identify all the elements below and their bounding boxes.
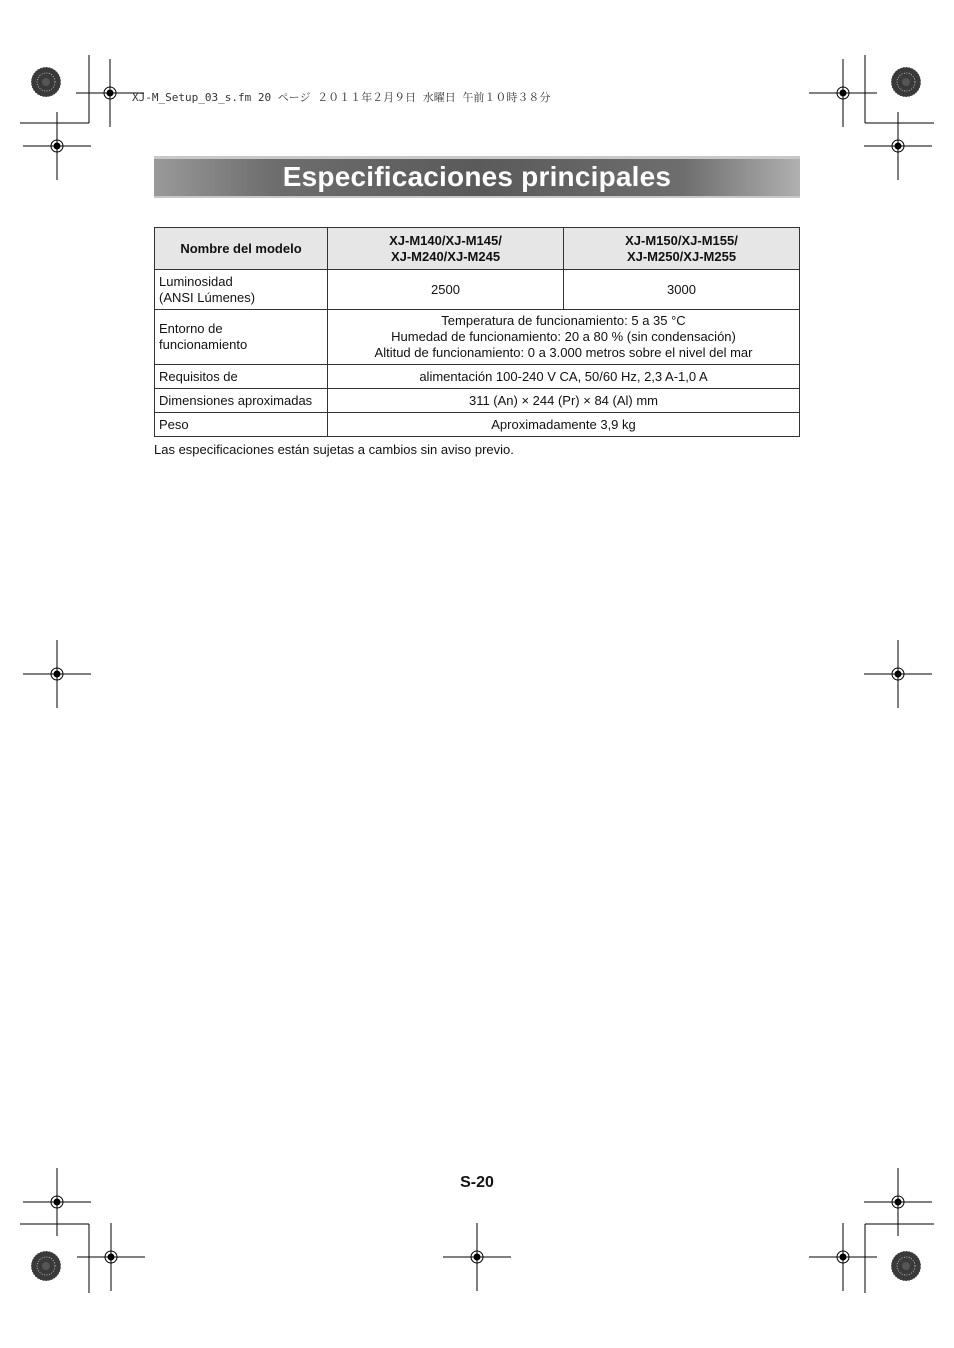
registration-target-icon (77, 1223, 145, 1291)
row-label-luminosity: Luminosidad (ANSI Lúmenes) (155, 270, 328, 310)
specifications-table (154, 227, 800, 437)
row-label-dimensions: Dimensiones aproximadas (155, 389, 328, 413)
row-label-power: Requisitos de (155, 365, 328, 389)
page-title: Especificaciones principales (282, 161, 672, 192)
luminosity-value-a: 2500 (328, 270, 564, 310)
registration-star-icon (31, 1251, 61, 1281)
table-header-row (155, 228, 800, 270)
title-banner (154, 156, 800, 198)
row-label-environment: Entorno de funcionamiento (155, 310, 328, 365)
registration-star-icon (31, 67, 61, 97)
registration-star-icon (891, 67, 921, 97)
power-value: alimentación 100-240 V CA, 50/60 Hz, 2,3 A-1,0 A (328, 365, 800, 389)
specifications-note: Las especificaciones están sujetas a cambios sin aviso previo. (154, 442, 514, 457)
registration-target-icon (809, 59, 877, 127)
registration-target-icon (809, 1223, 877, 1291)
weight-value: Aproximadamente 3,9 kg (328, 413, 800, 437)
registration-star-icon (891, 1251, 921, 1281)
file-header: XJ-M_Setup_03_s.fm 20 ページ ２０１１年２月９日 水曜日 午前１０時３８分 (132, 91, 551, 104)
header-model-group-a: XJ-M140/XJ-M145/ XJ-M240/XJ-M245 (328, 228, 564, 270)
header-model-group-b: XJ-M150/XJ-M155/ XJ-M250/XJ-M255 (564, 228, 800, 270)
table-row (155, 270, 800, 310)
dimensions-value: 311 (An) × 244 (Pr) × 84 (Al) mm (328, 389, 800, 413)
environment-value: Temperatura de funcionamiento: 5 a 35 °C Humedad de funcionamiento: 20 a 80 % (sin condensación) Altitud de funcionamiento: 0 a 3.000 metros sobre el nivel del mar (328, 310, 800, 365)
table-row (155, 413, 800, 437)
table-row (155, 310, 800, 365)
page-number: S-20 (460, 1174, 494, 1191)
registration-target-icon (864, 112, 932, 180)
registration-target-icon (23, 112, 91, 180)
table-row (155, 389, 800, 413)
header-model-name: Nombre del modelo (155, 228, 328, 270)
registration-target-icon (23, 640, 91, 708)
table-row (155, 365, 800, 389)
row-label-weight: Peso (155, 413, 328, 437)
registration-target-icon (864, 640, 932, 708)
luminosity-value-b: 3000 (564, 270, 800, 310)
registration-target-icon (443, 1223, 511, 1291)
